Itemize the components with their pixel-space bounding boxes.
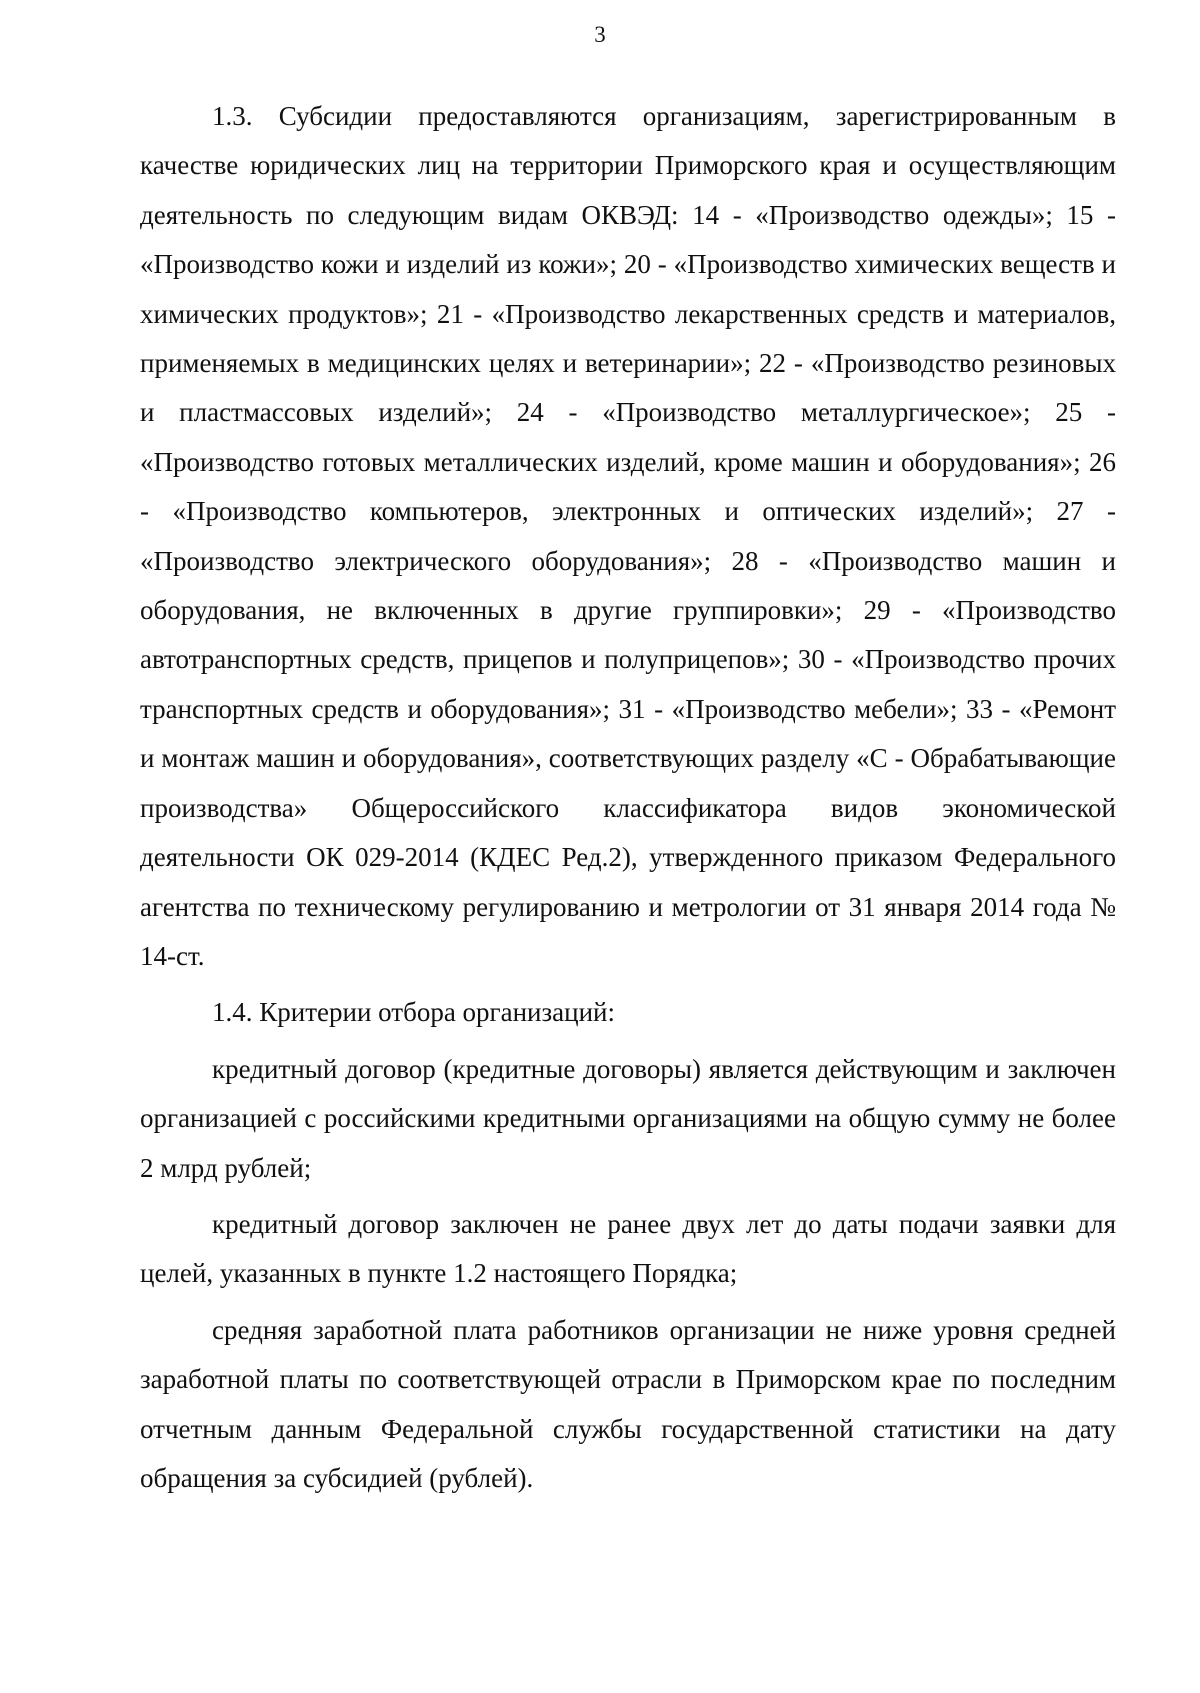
paragraph-1-3-subsidies: 1.3. Субсидии предоставляются организациям, зарегистрированным в качестве юридических лиц на территории Приморского края и осуществляющим деятельность по следующим видам ОКВЭД: 14 - «Производство одежды»; 15 - «Производство кожи и изделий из кожи»; 20 - «Производство химических веществ и химических продуктов»; 21 - «Производство лекарственных средств и материалов, применяемых в медицинских целях и ветеринарии»; 22 - «Производство резиновых и пластмассовых изделий»; 24 - «Производство металлургическое»; 25 - «Производство готовых металлических изделий, кроме машин и оборудования»; 26 - «Производство компьютеров, электронных и оптических изделий»; 27 - «Производство электрического оборудования»; 28 - «Производство машин и оборудования, не включенных в другие группировки»; 29 - «Производство автотранспортных средств, прицепов и полуприцепов»; 30 - «Производство прочих транспортных средств и оборудования»; 31 - «Производство мебели»; 33 - «Ремонт и монтаж машин и оборудования», соответствующих разделу «С - Обрабатывающие производства» Общероссийского классификатора видов экономической деятельности ОК 029-2014 (КДЕС Ред.2), утвержденного приказом Федерального агентства по техническому регулированию и метрологии от 31 января 2014 года № 14-ст. — [140, 101, 1116, 971]
paragraph-criterion-average-salary: средняя заработной плата работников организации не ниже уровня средней заработной платы по соответствующей отрасли в Приморском крае по последним отчетным данным Федеральной службы государственной статистики на дату обращения за субсидией (рублей). — [140, 1314, 1116, 1493]
paragraph-criterion-loan-date: кредитный договор заключен не ранее двух лет до даты подачи заявки для целей, указанных в пункте 1.2 настоящего Порядка; — [140, 1208, 1116, 1289]
page-number: 3 — [594, 22, 606, 47]
paragraph-criterion-loan-agreement: кредитный договор (кредитные договоры) является действующим и заключен организацией с российскими кредитными организациями на общую сумму не более 2 млрд рублей; — [140, 1053, 1116, 1183]
paragraph-1-4-criteria-heading: 1.4. Критерии отбора организаций: — [212, 997, 616, 1028]
document-body — [140, 92, 1116, 1503]
